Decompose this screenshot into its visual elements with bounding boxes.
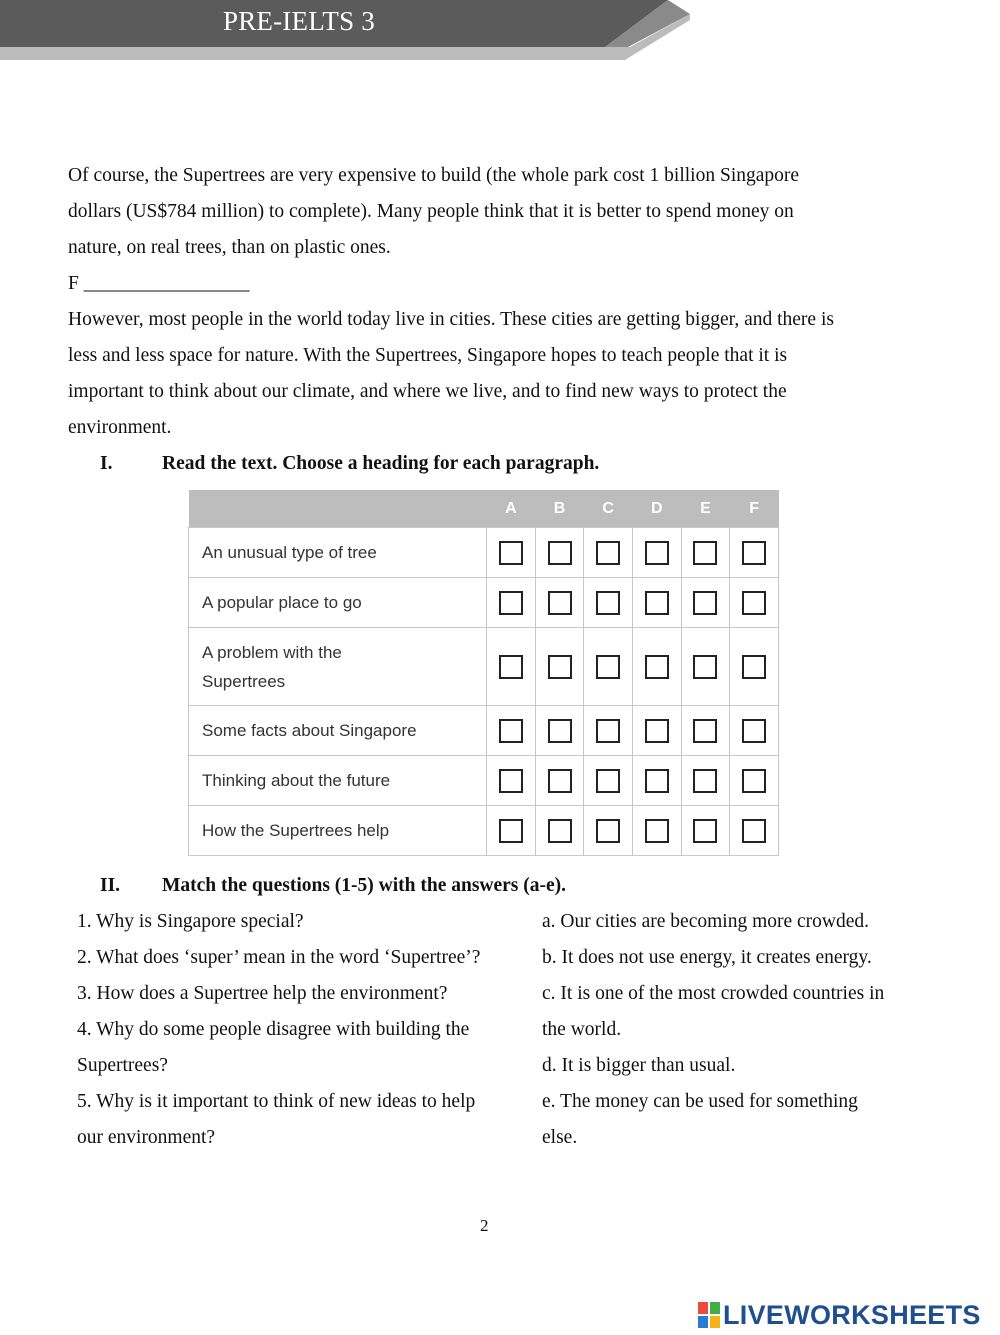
liveworksheets-logo-text: LIVEWORKSHEETS xyxy=(723,1299,981,1330)
checkbox-c[interactable] xyxy=(596,769,620,793)
checkbox-a[interactable] xyxy=(499,541,523,565)
checkbox-f[interactable] xyxy=(742,541,766,565)
header-banner xyxy=(0,0,700,62)
section-1-number: I. xyxy=(100,453,113,474)
choice-cell xyxy=(632,706,681,756)
checkbox-a[interactable] xyxy=(499,591,523,615)
choice-cell xyxy=(584,528,633,578)
question-line: 4. Why do some people disagree with building the xyxy=(77,1019,470,1040)
answer-line: a. Our cities are becoming more crowded. xyxy=(542,911,870,932)
choice-cell xyxy=(730,706,779,756)
choice-cell xyxy=(730,528,779,578)
table-row xyxy=(189,578,779,628)
checkbox-f[interactable] xyxy=(742,719,766,743)
page-title: PRE-IELTS 3 xyxy=(223,6,375,36)
checkbox-c[interactable] xyxy=(596,719,620,743)
choice-cell xyxy=(632,628,681,706)
checkbox-b[interactable] xyxy=(548,655,572,679)
choice-cell xyxy=(584,806,633,856)
heading-label-text: How the Supertrees help xyxy=(202,821,390,840)
checkbox-f[interactable] xyxy=(742,655,766,679)
heading-label xyxy=(189,628,487,706)
column-header: C xyxy=(584,490,633,528)
checkbox-a[interactable] xyxy=(499,719,523,743)
checkbox-a[interactable] xyxy=(499,655,523,679)
checkbox-e[interactable] xyxy=(693,719,717,743)
choice-cell xyxy=(681,628,730,706)
checkbox-c[interactable] xyxy=(596,591,620,615)
choice-cell xyxy=(535,756,584,806)
choice-cell xyxy=(487,706,536,756)
answer-line: e. The money can be used for something xyxy=(542,1091,858,1112)
question-line: 1. Why is Singapore special? xyxy=(77,911,304,932)
heading-label-text: Some facts about Singapore xyxy=(202,721,417,740)
choice-cell xyxy=(632,578,681,628)
checkbox-c[interactable] xyxy=(596,655,620,679)
questions-column xyxy=(77,904,527,1156)
question-line: 5. Why is it important to think of new ideas to help xyxy=(77,1091,476,1112)
question-line: 2. What does ‘super’ mean in the word ‘Supertree’? xyxy=(77,947,481,968)
paragraph-f-line: less and less space for nature. With the Supertrees, Singapore hopes to teach people that it is xyxy=(68,345,788,366)
checkbox-d[interactable] xyxy=(645,541,669,565)
choice-cell xyxy=(730,756,779,806)
checkbox-e[interactable] xyxy=(693,591,717,615)
checkbox-e[interactable] xyxy=(693,655,717,679)
checkbox-b[interactable] xyxy=(548,719,572,743)
question-line: Supertrees? xyxy=(77,1055,168,1076)
choice-cell xyxy=(730,628,779,706)
page-number: 2 xyxy=(480,1216,489,1235)
checkbox-f[interactable] xyxy=(742,769,766,793)
paragraph-e-line: nature, on real trees, than on plastic ones. xyxy=(68,237,391,258)
column-header: F xyxy=(730,490,779,528)
answers-column xyxy=(542,904,962,1156)
checkbox-b[interactable] xyxy=(548,769,572,793)
checkbox-d[interactable] xyxy=(645,769,669,793)
paragraph-f-line: However, most people in the world today live in cities. These cities are getting bigger, and there is xyxy=(68,309,834,330)
choice-cell xyxy=(584,578,633,628)
liveworksheets-logo-icon xyxy=(698,1302,720,1328)
checkbox-a[interactable] xyxy=(499,819,523,843)
choice-cell xyxy=(730,806,779,856)
checkbox-f[interactable] xyxy=(742,591,766,615)
section-2-instruction: Match the questions (1-5) with the answers (a-e). xyxy=(162,875,567,896)
table-row xyxy=(189,706,779,756)
column-header: A xyxy=(487,490,536,528)
choice-cell xyxy=(730,578,779,628)
choice-cell xyxy=(487,756,536,806)
paragraph-e-line: Of course, the Supertrees are very expensive to build (the whole park cost 1 billion Singapore xyxy=(68,165,800,186)
choice-cell xyxy=(681,706,730,756)
paragraph-e-line: dollars (US$784 million) to complete). Many people think that it is better to spend money on xyxy=(68,201,794,222)
choice-cell xyxy=(535,806,584,856)
heading-label-text: Thinking about the future xyxy=(202,771,391,790)
choice-cell xyxy=(584,628,633,706)
checkbox-c[interactable] xyxy=(596,819,620,843)
choice-cell xyxy=(681,528,730,578)
table-header-blank xyxy=(189,490,487,528)
paragraph-f-heading-blank[interactable]: F _________________ xyxy=(68,273,250,294)
checkbox-d[interactable] xyxy=(645,591,669,615)
choice-cell xyxy=(584,706,633,756)
question-line: our environment? xyxy=(77,1127,216,1148)
heading-label-text: Supertrees xyxy=(202,671,286,691)
heading-label xyxy=(189,706,487,756)
heading-choice-table xyxy=(188,490,779,856)
heading-label-text: A problem with the xyxy=(202,642,342,662)
choice-cell xyxy=(487,528,536,578)
answer-line: b. It does not use energy, it creates energy. xyxy=(542,947,872,968)
liveworksheets-logo xyxy=(698,1300,981,1330)
table-row xyxy=(189,628,779,706)
checkbox-c[interactable] xyxy=(596,541,620,565)
choice-cell xyxy=(584,756,633,806)
table-row xyxy=(189,806,779,856)
checkbox-e[interactable] xyxy=(693,819,717,843)
section-1-instruction: Read the text. Choose a heading for each paragraph. xyxy=(162,453,600,474)
section-2-heading xyxy=(100,868,566,904)
answer-line: c. It is one of the most crowded countries in xyxy=(542,983,885,1004)
heading-label xyxy=(189,528,487,578)
choice-cell xyxy=(681,806,730,856)
checkbox-a[interactable] xyxy=(499,769,523,793)
checkbox-f[interactable] xyxy=(742,819,766,843)
paragraph-f-line: important to think about our climate, and where we live, and to find new ways to protect the xyxy=(68,381,787,402)
heading-label-text: A popular place to go xyxy=(202,593,362,612)
choice-cell xyxy=(632,756,681,806)
choice-cell xyxy=(632,806,681,856)
checkbox-d[interactable] xyxy=(645,655,669,679)
checkbox-d[interactable] xyxy=(645,719,669,743)
answer-line: the world. xyxy=(542,1019,622,1040)
choice-cell xyxy=(681,578,730,628)
table-row xyxy=(189,756,779,806)
choice-cell xyxy=(632,528,681,578)
checkbox-e[interactable] xyxy=(693,541,717,565)
column-header: E xyxy=(681,490,730,528)
answer-line: else. xyxy=(542,1127,578,1148)
section-1-heading xyxy=(100,446,599,482)
column-header: D xyxy=(632,490,681,528)
choice-cell xyxy=(535,628,584,706)
table-header-row xyxy=(189,490,779,528)
choice-cell xyxy=(535,706,584,756)
table-row xyxy=(189,528,779,578)
section-2-number: II. xyxy=(100,875,121,896)
choice-cell xyxy=(535,528,584,578)
choice-cell xyxy=(487,806,536,856)
paragraph-f-line: environment. xyxy=(68,417,172,438)
checkbox-b[interactable] xyxy=(548,591,572,615)
answer-line: d. It is bigger than usual. xyxy=(542,1055,736,1076)
choice-cell xyxy=(535,578,584,628)
choice-cell xyxy=(681,756,730,806)
paragraph-e xyxy=(68,158,928,446)
checkbox-b[interactable] xyxy=(548,541,572,565)
choice-cell xyxy=(487,628,536,706)
checkbox-b[interactable] xyxy=(548,819,572,843)
heading-label xyxy=(189,806,487,856)
checkbox-e[interactable] xyxy=(693,769,717,793)
heading-label-text: An unusual type of tree xyxy=(202,543,377,562)
column-header: B xyxy=(535,490,584,528)
heading-label xyxy=(189,578,487,628)
checkbox-d[interactable] xyxy=(645,819,669,843)
question-line: 3. How does a Supertree help the environment? xyxy=(77,983,448,1004)
choice-cell xyxy=(487,578,536,628)
heading-label xyxy=(189,756,487,806)
